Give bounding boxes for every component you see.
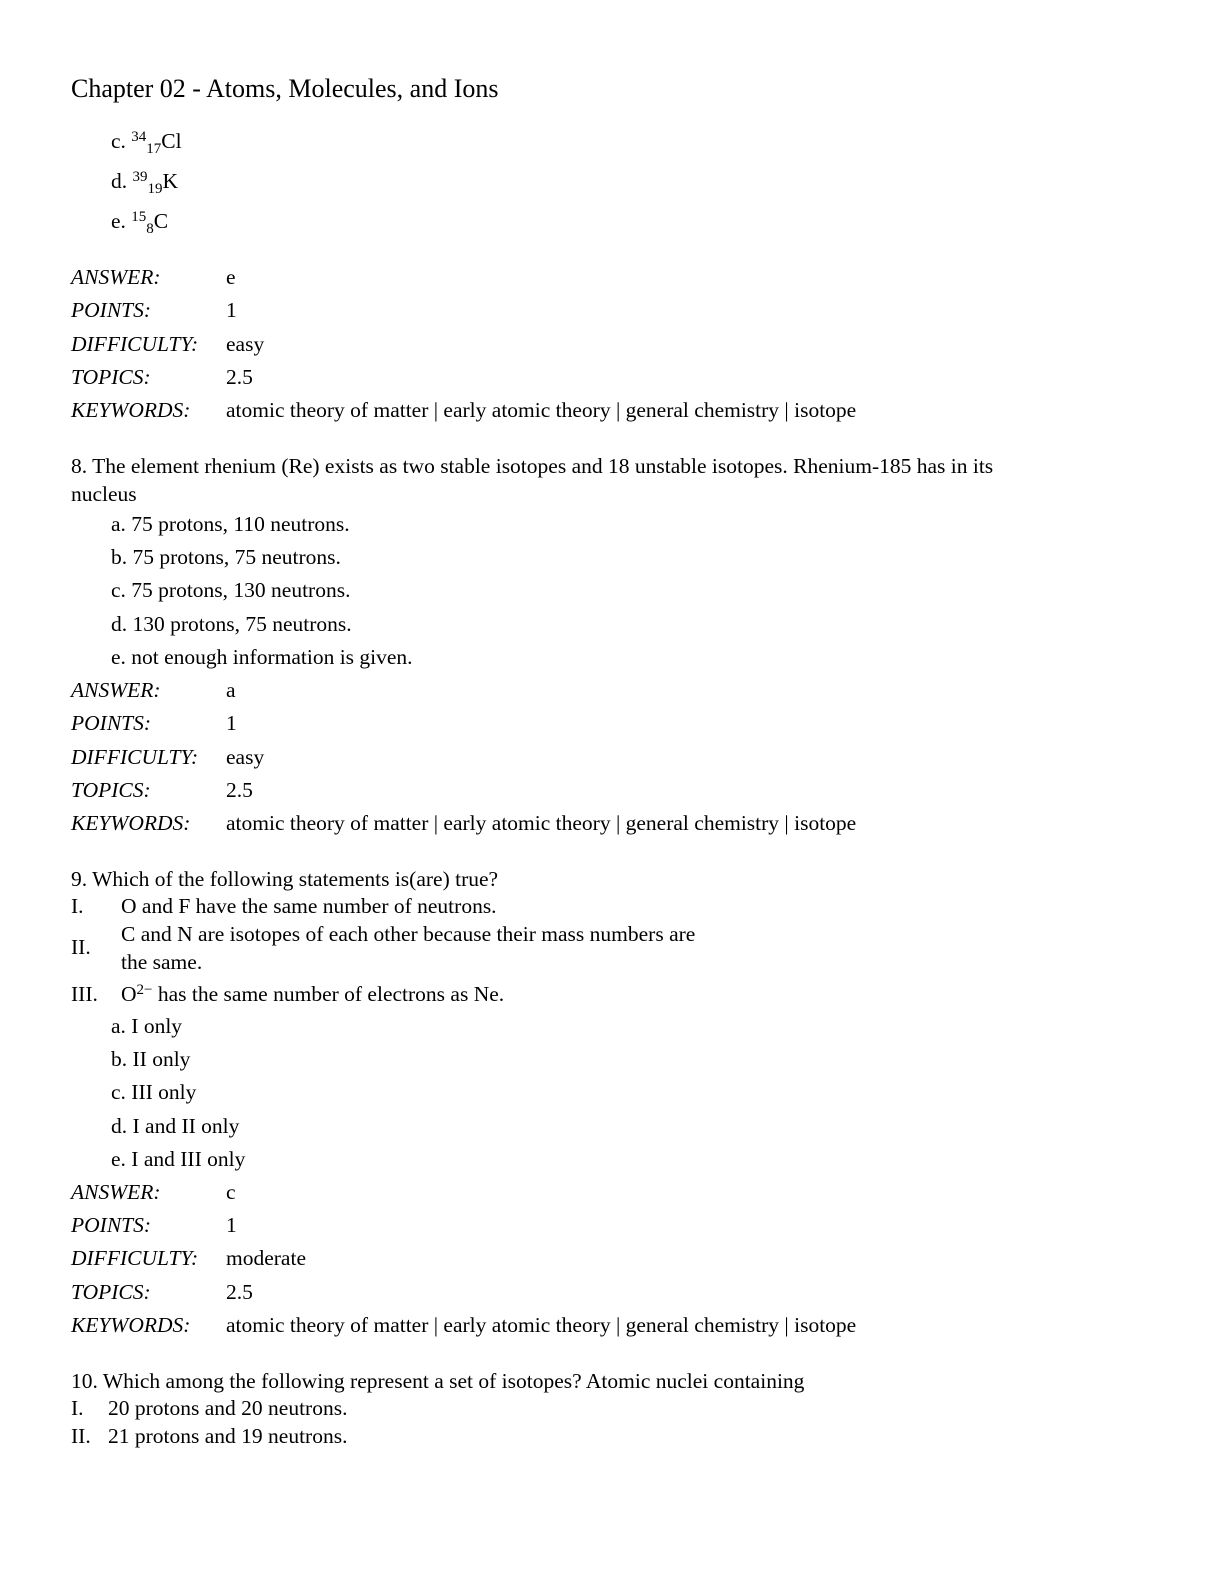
q7-points-label: POINTS: bbox=[71, 298, 152, 322]
q7-answer-value: e bbox=[226, 265, 236, 289]
q8-option-d: d. 130 protons, 75 neutrons. bbox=[111, 612, 352, 636]
q9-option-e: e. I and III only bbox=[111, 1147, 246, 1171]
q9-answer-value: c bbox=[226, 1180, 236, 1204]
q10-stem: 10. Which among the following represent a set of isotopes? Atomic nuclei containing bbox=[71, 1369, 805, 1393]
q9-statement-3-numeral: III. bbox=[71, 982, 98, 1006]
q8-points-label: POINTS: bbox=[71, 711, 152, 735]
page-title: Chapter 02 - Atoms, Molecules, and Ions bbox=[71, 74, 499, 103]
q9-answer-label: ANSWER: bbox=[71, 1180, 161, 1204]
q9-statement-2-text-line2: the same. bbox=[121, 950, 203, 974]
q7-option-e: e. $^{15}_8$C bbox=[111, 209, 169, 237]
q9-option-a: a. I only bbox=[111, 1014, 183, 1038]
q9-option-b: b. II only bbox=[111, 1047, 191, 1071]
q9-difficulty-label: DIFFICULTY: bbox=[71, 1246, 199, 1270]
q9-topics-value: 2.5 bbox=[226, 1280, 253, 1304]
q10-statement-1-numeral: I. bbox=[71, 1396, 84, 1420]
q7-keywords-label: KEYWORDS: bbox=[71, 398, 191, 422]
q7-option-c: c. $^{34}_{17}$Cl bbox=[111, 129, 182, 157]
q9-statement-1-text: O and F have the same number of neutrons. bbox=[121, 894, 497, 918]
q7-answer-label: ANSWER: bbox=[71, 265, 161, 289]
q8-topics-label: TOPICS: bbox=[71, 778, 151, 802]
q9-statement-1-numeral: I. bbox=[71, 894, 84, 918]
q10-statement-2-numeral: II. bbox=[71, 1424, 91, 1448]
q9-points-label: POINTS: bbox=[71, 1213, 152, 1237]
q9-statement-3-text: $O^{2-}$ has the same number of electrons as Ne. bbox=[121, 982, 505, 1006]
q8-difficulty-label: DIFFICULTY: bbox=[71, 745, 199, 769]
q7-difficulty-value: easy bbox=[226, 332, 265, 356]
q9-topics-label: TOPICS: bbox=[71, 1280, 151, 1304]
q7-topics-label: TOPICS: bbox=[71, 365, 151, 389]
q9-keywords-value: atomic theory of matter | early atomic theory | general chemistry | isotope bbox=[226, 1313, 857, 1337]
q8-answer-label: ANSWER: bbox=[71, 678, 161, 702]
q8-stem-line2: nucleus bbox=[71, 482, 137, 506]
q8-keywords-value: atomic theory of matter | early atomic theory | general chemistry | isotope bbox=[226, 811, 857, 835]
q7-difficulty-label: DIFFICULTY: bbox=[71, 332, 199, 356]
q8-keywords-label: KEYWORDS: bbox=[71, 811, 191, 835]
q8-topics-value: 2.5 bbox=[226, 778, 253, 802]
q10-statement-1-text: 20 protons and 20 neutrons. bbox=[108, 1396, 348, 1420]
q8-answer-value: a bbox=[226, 678, 236, 702]
q10-statement-2-text: 21 protons and 19 neutrons. bbox=[108, 1424, 348, 1448]
q8-option-c: c. 75 protons, 130 neutrons. bbox=[111, 578, 351, 602]
q7-option-d: d. $^{39}_{19}$K bbox=[111, 169, 179, 197]
q8-difficulty-value: easy bbox=[226, 745, 265, 769]
q8-stem-line1: 8. The element rhenium (Re) exists as two stable isotopes and 18 unstable isotopes. Rhenium-185 has in its bbox=[71, 454, 994, 478]
q8-option-b: b. 75 protons, 75 neutrons. bbox=[111, 545, 341, 569]
q8-option-a: a. 75 protons, 110 neutrons. bbox=[111, 512, 350, 536]
q7-points-value: 1 bbox=[226, 298, 237, 322]
q9-difficulty-value: moderate bbox=[226, 1246, 306, 1270]
q7-keywords-value: atomic theory of matter | early atomic theory | general chemistry | isotope bbox=[226, 398, 857, 422]
q7-topics-value: 2.5 bbox=[226, 365, 253, 389]
q9-points-value: 1 bbox=[226, 1213, 237, 1237]
q9-statement-2-text-line1: C and N are isotopes of each other because their mass numbers are bbox=[121, 922, 696, 946]
q9-statement-2-numeral: II. bbox=[71, 935, 91, 959]
q9-option-c: c. III only bbox=[111, 1080, 197, 1104]
q8-points-value: 1 bbox=[226, 711, 237, 735]
q8-option-e: e. not enough information is given. bbox=[111, 645, 413, 669]
q9-keywords-label: KEYWORDS: bbox=[71, 1313, 191, 1337]
q9-option-d: d. I and II only bbox=[111, 1114, 240, 1138]
q9-stem: 9. Which of the following statements is(are) true? bbox=[71, 867, 499, 891]
